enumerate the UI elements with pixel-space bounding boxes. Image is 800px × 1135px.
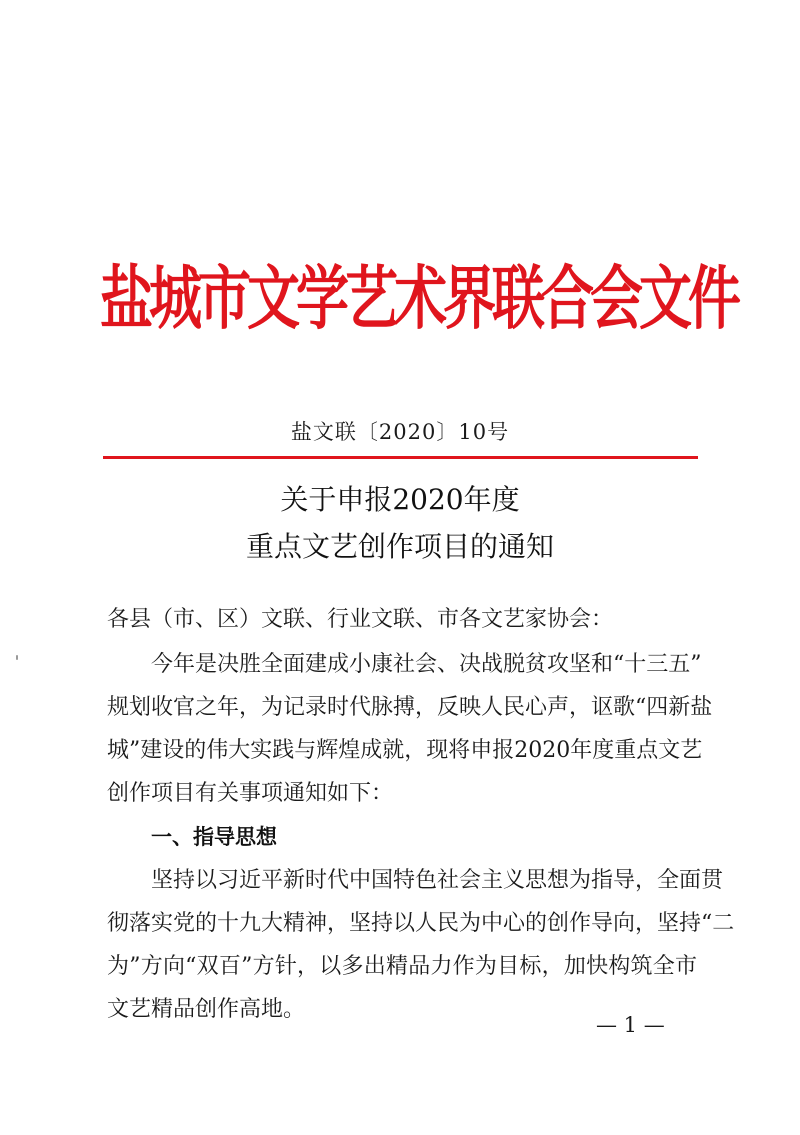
- page-number: — 1 —: [596, 1013, 665, 1037]
- notice-title-line-1: 关于申报2020年度: [280, 483, 520, 516]
- section-heading-guiding-ideology: 一、指导思想: [151, 825, 277, 849]
- document-number: 盐文联〔2020〕10号: [290, 420, 510, 444]
- paragraph-1-line-2: 规划收官之年，为记录时代脉搏，反映人民心声，讴歌“四新盐: [107, 695, 713, 720]
- paragraph-1-line-4: 创作项目有关事项通知如下：: [107, 781, 394, 806]
- scan-speck: [16, 655, 18, 660]
- issuing-organization-title: 盐城市文学艺术界联合会文件: [100, 259, 737, 339]
- paragraph-1-line-1: 今年是决胜全面建成小康社会、决战脱贫攻坚和“十三五”: [151, 652, 702, 677]
- paragraph-2-line-3: 为”方向“双百”方针，以多出精品力作为目标，加快构筑全市: [107, 954, 697, 979]
- notice-title-line-2: 重点文艺创作项目的通知: [245, 530, 554, 563]
- paragraph-2-line-1: 坚持以习近平新时代中国特色社会主义思想为指导，全面贯: [151, 868, 724, 893]
- addressee-line: 各县（市、区）文联、行业文联、市各文艺家协会：: [107, 607, 614, 632]
- red-separator-line: [103, 456, 698, 459]
- paragraph-2-line-4: 文艺精品创作高地。: [107, 997, 306, 1022]
- paragraph-1-line-3: 城”建设的伟大实践与辉煌成就，现将申报2020年度重点文艺: [107, 738, 703, 763]
- paragraph-2-line-2: 彻落实党的十九大精神，坚持以人民为中心的创作导向，坚持“二: [107, 911, 735, 936]
